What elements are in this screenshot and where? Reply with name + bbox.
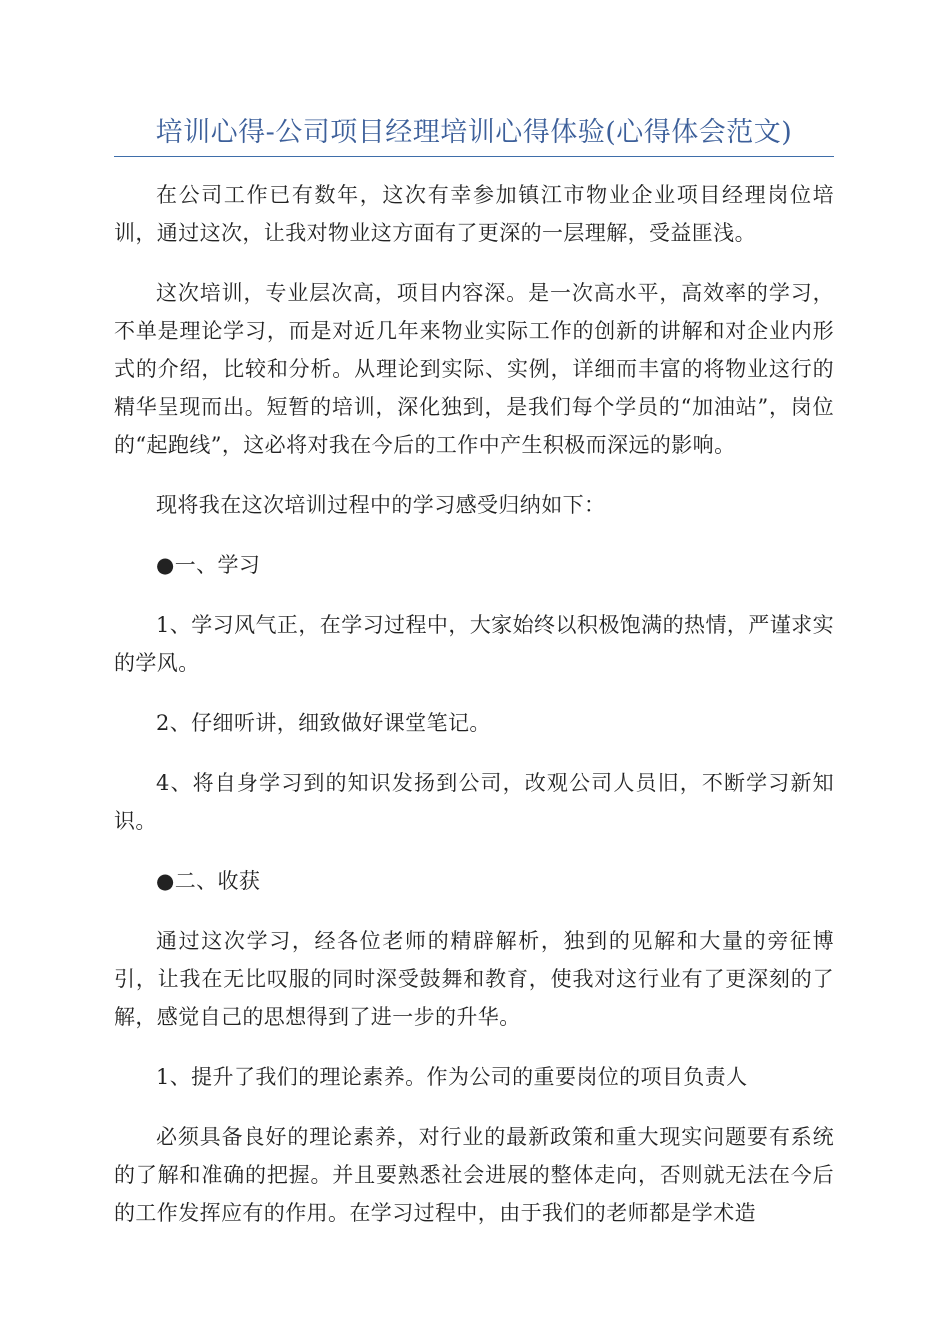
title-block [114, 110, 834, 157]
paragraph-study-item-4: 4、将自身学习到的知识发扬到公司，改观公司人员旧，不断学习新知识。 [114, 771, 834, 833]
paragraph-theory-literacy: 必须具备良好的理论素养，对行业的最新政策和重大现实问题要有系统的了解和准确的把握。并且要熟悉社会进展的整体走向，否则就无法在今后的工作发挥应有的作用。在学习过程中，由于我们的老师都是学术造 [114, 1125, 834, 1225]
paragraph-intro: 在公司工作已有数年，这次有幸参加镇江市物业企业项目经理岗位培训，通过这次，让我对物业这方面有了更深的一层理解，受益匪浅。 [114, 183, 834, 245]
section-heading-gains: ●二、收获 [156, 869, 261, 893]
document-body [114, 176, 834, 1254]
paragraph-gains-item-1: 1、提升了我们的理论素养。作为公司的重要岗位的项目负责人 [156, 1065, 748, 1089]
paragraph-training-overview: 这次培训，专业层次高，项目内容深。是一次高水平，高效率的学习，不单是理论学习，而是对近几年来物业实际工作的创新的讲解和对企业内形式的介绍，比较和分析。从理论到实际、实例，详细而丰富的将物业这行的精华呈现而出。短暂的培训，深化独到，是我们每个学员的“加油站”，岗位的“起跑线”，这必将对我在今后的工作中产生积极而深远的影响。 [114, 281, 834, 457]
section-heading-study: ●一、学习 [156, 553, 261, 577]
paragraph-summary-lead: 现将我在这次培训过程中的学习感受归纳如下： [156, 493, 606, 517]
paragraph-study-item-2: 2、仔细听讲，细致做好课堂笔记。 [156, 711, 491, 735]
paragraph-study-item-1: 1、学习风气正，在学习过程中，大家始终以积极饱满的热情，严谨求实的学风。 [114, 613, 834, 675]
document-title: 培训心得-公司项目经理培训心得体验(心得体会范文) [155, 117, 793, 148]
paragraph-gains-intro: 通过这次学习，经各位老师的精辟解析，独到的见解和大量的旁征博引，让我在无比叹服的同时深受鼓舞和教育，使我对这行业有了更深刻的了解，感觉自己的思想得到了进一步的升华。 [114, 929, 834, 1029]
